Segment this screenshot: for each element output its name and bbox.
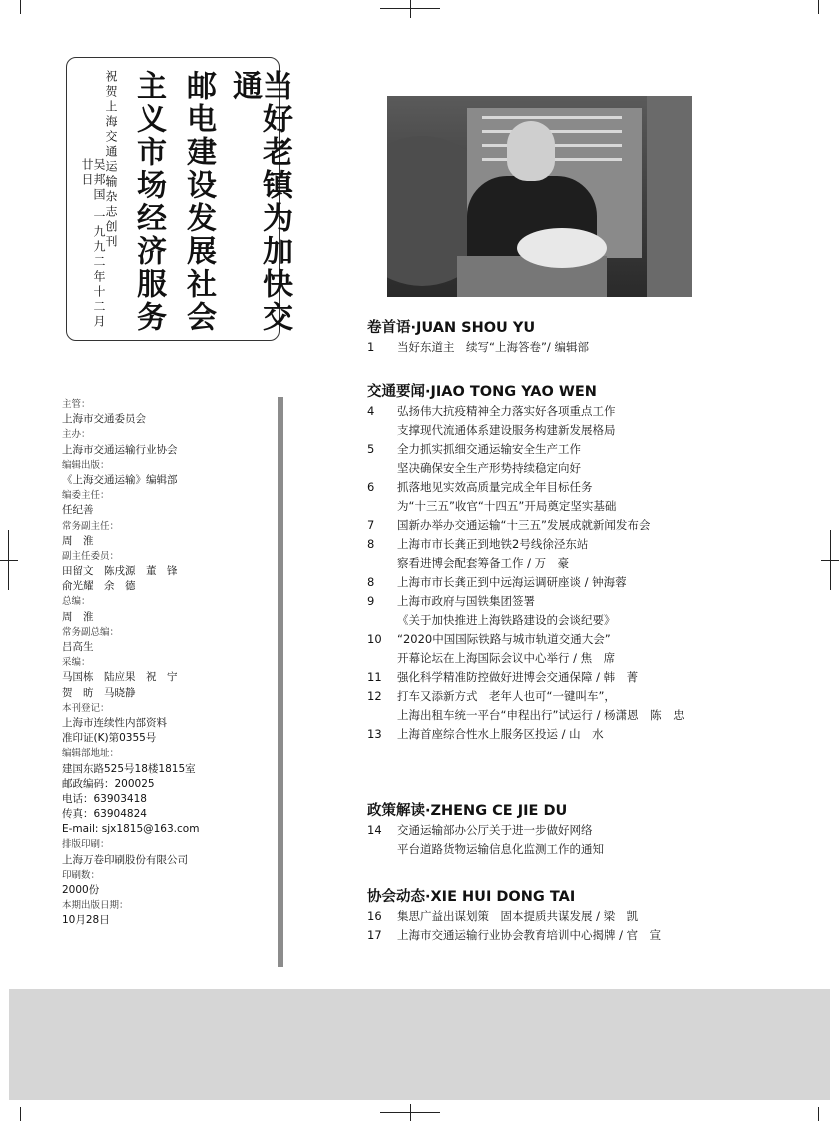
masthead-value: 邮政编码：200025	[62, 777, 155, 790]
vertical-divider	[278, 397, 283, 967]
page-number: 8	[367, 575, 375, 589]
page-number: 4	[367, 404, 375, 418]
masthead-row	[62, 913, 252, 928]
article-title-line: 国新办举办交通运输“十三五”发展成就新闻发布会	[397, 518, 651, 532]
masthead-role: 常务副总编：	[62, 626, 120, 638]
masthead-value: 周 淮	[62, 534, 94, 547]
article-title-line: 上海市政府与国铁集团签署	[397, 594, 535, 608]
masthead-row	[62, 503, 252, 518]
photo-side-panel	[647, 96, 692, 297]
masthead-row	[62, 655, 252, 670]
article-title-line: 支撑现代流通体系建设服务构建新发展格局	[397, 423, 616, 437]
inscription-dedication: 祝贺上海交通运输杂志创刊	[104, 70, 118, 250]
masthead-value: 任纪善	[62, 504, 94, 517]
masthead-value: 上海市交通委员会	[62, 413, 146, 426]
masthead-row	[62, 701, 252, 716]
masthead	[62, 397, 252, 929]
masthead-role: 总编：	[62, 596, 91, 608]
masthead-row	[62, 792, 252, 807]
masthead-value: 周 淮	[62, 610, 94, 623]
article-title-line: 弘扬伟大抗疫精神全力落实好各项重点工作	[397, 404, 616, 418]
toc-entry[interactable]	[367, 630, 685, 668]
masthead-row	[62, 549, 252, 564]
article-title-line: 交通运输部办公厅关于进一步做好网络	[397, 823, 593, 837]
masthead-row	[62, 670, 252, 685]
masthead-value: 贺 昉 马晓静	[62, 686, 136, 699]
masthead-row	[62, 473, 252, 488]
crop-mark	[8, 530, 9, 590]
article-title-line: 上海首座综合性水上服务区投运 / 山 水	[397, 727, 604, 741]
masthead-row	[62, 853, 252, 868]
article-title-line: 当好东道主 续写“上海答卷”/ 编辑部	[397, 340, 589, 354]
masthead-role: 本刊登记：	[62, 702, 110, 714]
inscription-signature: 吴邦国 一九九二年十二月廿日	[80, 158, 106, 330]
article-title-line: 为“十三五”收官“十四五”开局奠定坚实基础	[397, 499, 617, 513]
page-number: 17	[367, 928, 382, 942]
article-title-line: 全力抓实抓细交通运输安全生产工作	[397, 442, 581, 456]
masthead-row	[62, 610, 252, 625]
masthead-role: 排版印刷：	[62, 839, 110, 851]
toc-entry[interactable]	[367, 668, 685, 687]
toc-entry[interactable]	[367, 516, 685, 535]
masthead-row	[62, 564, 252, 579]
section-heading: 政策解读·ZHENG CE JIE DU	[367, 803, 568, 819]
masthead-row	[62, 427, 252, 442]
toc-section	[367, 887, 661, 945]
toc-section	[367, 382, 685, 744]
masthead-row	[62, 883, 252, 898]
crop-mark	[410, 1104, 411, 1121]
masthead-value: 建国东路525号18楼1815室	[62, 762, 196, 775]
article-title-line: 上海出租车统一平台“申程出行”试运行 / 杨潇恩 陈 忠	[397, 708, 685, 722]
masthead-row	[62, 746, 252, 761]
crop-mark	[20, 0, 21, 14]
section-heading: 协会动态·XIE HUI DONG TAI	[367, 889, 576, 905]
masthead-role: 主办：	[62, 429, 91, 441]
toc-entry[interactable]	[367, 821, 604, 859]
masthead-row	[62, 519, 252, 534]
crop-mark	[0, 560, 18, 561]
page-number: 7	[367, 518, 375, 532]
article-title-line: 坚决确保安全生产形势持续稳定向好	[397, 461, 581, 475]
masthead-row	[62, 868, 252, 883]
crop-mark	[20, 1107, 21, 1121]
masthead-value: 10月28日	[62, 914, 110, 927]
masthead-row	[62, 762, 252, 777]
masthead-row	[62, 412, 252, 427]
page-number: 10	[367, 632, 382, 646]
masthead-value: 准印证(K)第0355号	[62, 732, 157, 745]
masthead-role: 常务副主任：	[62, 520, 120, 532]
speaker-photo	[387, 96, 692, 297]
article-title-line: 开幕论坛在上海国际会议中心举行 / 焦 席	[397, 651, 616, 665]
article-title-line: 上海市交通运输行业协会教育培训中心揭牌 / 官 宣	[397, 928, 662, 942]
crop-mark	[410, 0, 411, 18]
page-number: 16	[367, 909, 382, 923]
calligraphy-inscription	[66, 57, 292, 341]
toc-section	[367, 318, 589, 357]
page-number: 14	[367, 823, 382, 837]
page-number: 12	[367, 689, 382, 703]
page-number: 6	[367, 480, 375, 494]
inscription-column-2: 邮电建设发展社会	[181, 70, 216, 334]
masthead-value: 吕高生	[62, 641, 94, 653]
article-title-line: 打车又添新方式 老年人也可“一键叫车”，	[397, 689, 616, 703]
masthead-role: 印刷数：	[62, 869, 101, 881]
article-title-line: 《关于加快推进上海铁路建设的会谈纪要》	[397, 613, 616, 627]
article-title-line: 上海市市长龚正到中远海运调研座谈 / 钟海蓉	[397, 575, 627, 589]
inscription-column-3: 主义市场经济服务	[131, 70, 166, 334]
masthead-role: 编辑部地址：	[62, 748, 120, 760]
masthead-row	[62, 837, 252, 852]
masthead-value: E-mail: sjx1815@163.com	[62, 823, 200, 836]
masthead-value: 电话：63903418	[62, 792, 147, 805]
masthead-row	[62, 594, 252, 609]
masthead-value: 俞光耀 余 德	[62, 580, 136, 593]
masthead-value: 田留文 陈戌源 董 锋	[62, 565, 178, 578]
toc-entry[interactable]	[367, 907, 661, 926]
article-title-line: 抓落地见实效高质量完成全年目标任务	[397, 480, 593, 494]
masthead-role: 采编：	[62, 657, 91, 669]
masthead-row	[62, 822, 252, 837]
toc-entry[interactable]	[367, 573, 685, 592]
page-number: 8	[367, 537, 375, 551]
masthead-row	[62, 625, 252, 640]
masthead-value: 马国栋 陆应果 祝 宁	[62, 671, 178, 684]
masthead-row	[62, 807, 252, 822]
masthead-role: 主管：	[62, 399, 91, 410]
article-title-line: 察看进博会配套筹备工作 / 万 豪	[397, 556, 570, 570]
masthead-value: 2000份	[62, 884, 100, 896]
page-number: 9	[367, 594, 375, 608]
article-title-line: 强化科学精准防控做好进博会交通保障 / 韩 菁	[397, 670, 639, 684]
masthead-value: 上海万卷印刷股份有限公司	[62, 853, 188, 866]
section-heading: 交通要闻·JIAO TONG YAO WEN	[367, 384, 597, 400]
crop-mark	[818, 1107, 819, 1121]
masthead-role: 副主任委员：	[62, 550, 120, 562]
footer-band	[9, 989, 830, 1100]
masthead-value: 传真：63904824	[62, 808, 147, 821]
masthead-row	[62, 443, 252, 458]
page-number: 5	[367, 442, 375, 456]
photo-speaker-head	[507, 121, 555, 181]
masthead-row	[62, 898, 252, 913]
article-title-line: 平台道路货物运输信息化监测工作的通知	[397, 842, 604, 856]
toc-entry[interactable]	[367, 338, 589, 357]
article-title-line: “2020中国国际铁路与城市轨道交通大会”	[397, 632, 611, 646]
inscription-column-1: 当好老镇为加快交通	[227, 70, 292, 334]
toc-entry[interactable]	[367, 535, 685, 573]
toc-entry[interactable]	[367, 687, 685, 725]
masthead-row	[62, 397, 252, 412]
masthead-row	[62, 777, 252, 792]
masthead-row	[62, 731, 252, 746]
masthead-role: 编辑出版：	[62, 459, 110, 471]
masthead-row	[62, 640, 252, 655]
masthead-row	[62, 488, 252, 503]
toc-entry[interactable]	[367, 440, 685, 478]
toc-entry[interactable]	[367, 402, 685, 440]
masthead-role: 编委主任：	[62, 490, 110, 502]
toc-entry[interactable]	[367, 926, 661, 945]
toc-section	[367, 801, 604, 859]
masthead-value: 上海市连续性内部资料	[62, 716, 167, 729]
toc-entry[interactable]	[367, 478, 685, 516]
section-heading: 卷首语·JUAN SHOU YU	[367, 320, 536, 336]
masthead-row	[62, 534, 252, 549]
photo-flowers	[517, 228, 607, 268]
masthead-row	[62, 458, 252, 473]
article-title-line: 集思广益出谋划策 固本提质共谋发展 / 梁 凯	[397, 909, 639, 923]
masthead-row	[62, 579, 252, 594]
masthead-value: 上海市交通运输行业协会	[62, 443, 178, 456]
masthead-role: 本期出版日期：	[62, 900, 129, 912]
toc-entry[interactable]	[367, 725, 685, 744]
crop-mark	[830, 530, 831, 590]
masthead-value: 《上海交通运输》编辑部	[62, 473, 178, 486]
page-number: 11	[367, 670, 382, 684]
toc-entry[interactable]	[367, 592, 685, 630]
page-number: 1	[367, 340, 375, 354]
masthead-row	[62, 716, 252, 731]
page-number: 13	[367, 727, 382, 741]
crop-mark	[818, 0, 819, 14]
article-title-line: 上海市市长龚正到地铁2号线徐泾东站	[397, 537, 589, 551]
masthead-row	[62, 686, 252, 701]
